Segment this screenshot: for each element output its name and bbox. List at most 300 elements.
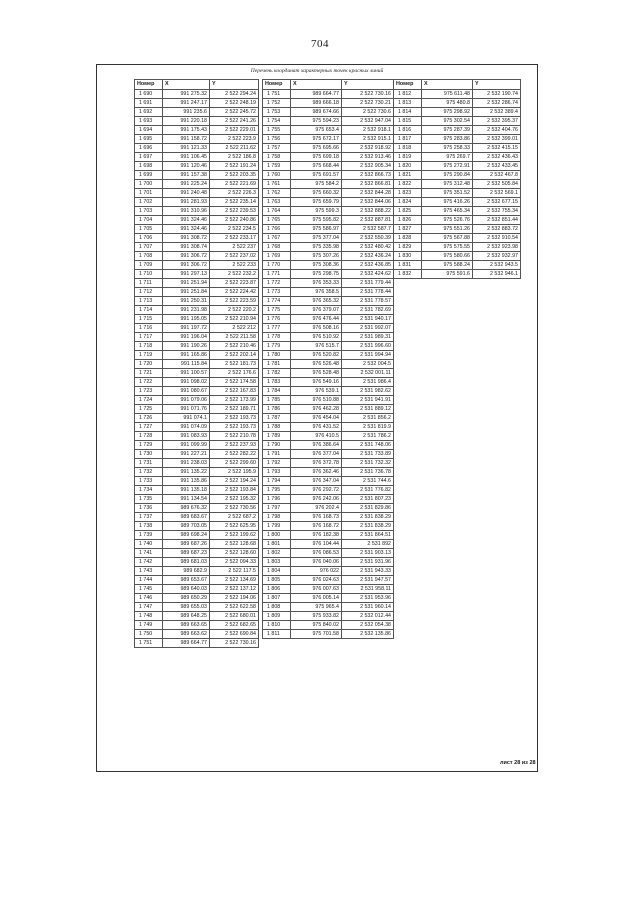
y-coordinate: 2 522 134.69 <box>210 575 259 584</box>
y-coordinate: 2 532 913.46 <box>342 152 394 161</box>
point-number: 1 816 <box>394 125 422 134</box>
point-number: 1 753 <box>263 107 291 116</box>
point-number: 1 701 <box>135 188 163 197</box>
y-coordinate: 2 531 807.23 <box>342 494 394 503</box>
y-coordinate: 2 531 903.13 <box>342 548 394 557</box>
table-row <box>394 215 521 224</box>
table-row <box>263 116 394 125</box>
point-number: 1 723 <box>135 386 163 395</box>
table-row <box>394 269 521 278</box>
table-row <box>394 125 521 134</box>
y-coordinate: 2 522 245.72 <box>210 107 259 116</box>
table-row <box>135 620 259 629</box>
y-coordinate: 2 532 923.98 <box>473 242 521 251</box>
y-coordinate: 2 522 730.16 <box>342 89 394 98</box>
x-coordinate: 975 298.92 <box>422 107 473 116</box>
table-row <box>263 179 394 188</box>
x-coordinate: 976 104.44 <box>291 539 342 548</box>
x-coordinate: 976 528.48 <box>291 368 342 377</box>
x-coordinate: 991 227.21 <box>163 449 210 458</box>
table-row <box>135 206 259 215</box>
point-number: 1 792 <box>263 458 291 467</box>
table-row <box>135 89 259 98</box>
x-coordinate: 989 682.9 <box>163 566 210 575</box>
point-number: 1 718 <box>135 341 163 350</box>
x-coordinate: 991 197.72 <box>163 323 210 332</box>
y-coordinate: 2 531 931.96 <box>342 557 394 566</box>
point-number: 1 829 <box>394 242 422 251</box>
table-row <box>263 431 394 440</box>
x-coordinate: 991 106.45 <box>163 152 210 161</box>
x-coordinate: 991 195.05 <box>163 314 210 323</box>
point-number: 1 692 <box>135 107 163 116</box>
y-coordinate: 2 522 730.16 <box>210 638 259 647</box>
x-coordinate: 976 476.44 <box>291 314 342 323</box>
x-coordinate: 975 699.18 <box>291 152 342 161</box>
point-number: 1 750 <box>135 629 163 638</box>
x-coordinate: 991 135.22 <box>163 467 210 476</box>
x-coordinate: 975 416.26 <box>422 197 473 206</box>
x-coordinate: 991 240.48 <box>163 188 210 197</box>
y-coordinate: 2 522 294.24 <box>210 89 259 98</box>
x-coordinate: 991 134.54 <box>163 494 210 503</box>
x-coordinate: 991 079.06 <box>163 395 210 404</box>
x-coordinate: 976 462.28 <box>291 404 342 413</box>
y-coordinate: 2 532 395.37 <box>473 116 521 125</box>
x-coordinate: 976 549.16 <box>291 377 342 386</box>
x-coordinate: 976 362.46 <box>291 467 342 476</box>
point-number: 1 722 <box>135 377 163 386</box>
table-row <box>135 287 259 296</box>
y-coordinate: 2 522 203.35 <box>210 170 259 179</box>
y-coordinate: 2 522 173.99 <box>210 395 259 404</box>
y-coordinate: 2 532 851.44 <box>473 215 521 224</box>
table-row <box>263 233 394 242</box>
point-number: 1 732 <box>135 467 163 476</box>
point-number: 1 736 <box>135 503 163 512</box>
table-row <box>135 296 259 305</box>
x-coordinate: 991 135.18 <box>163 485 210 494</box>
x-coordinate: 989 687.26 <box>163 539 210 548</box>
y-coordinate: 2 532 844.28 <box>342 188 394 197</box>
table-row <box>135 602 259 611</box>
x-coordinate: 975 480.8 <box>422 98 473 107</box>
point-number: 1 728 <box>135 431 163 440</box>
point-number: 1 773 <box>263 287 291 296</box>
table-row <box>135 386 259 395</box>
table-row <box>394 161 521 170</box>
table-row <box>135 359 259 368</box>
y-coordinate: 2 522 233 <box>210 260 259 269</box>
point-number: 1 741 <box>135 548 163 557</box>
point-number: 1 695 <box>135 134 163 143</box>
x-coordinate: 991 235.6 <box>163 107 210 116</box>
y-coordinate: 2 532 918.92 <box>342 143 394 152</box>
table-column-1 <box>134 79 259 648</box>
table-row <box>135 269 259 278</box>
table-row <box>135 161 259 170</box>
point-number: 1 823 <box>394 188 422 197</box>
table-row <box>135 305 259 314</box>
y-coordinate: 2 532 677.15 <box>473 197 521 206</box>
point-number: 1 786 <box>263 404 291 413</box>
x-coordinate: 976 353.33 <box>291 278 342 287</box>
x-coordinate: 991 308.72 <box>163 233 210 242</box>
table-row <box>263 197 394 206</box>
point-number: 1 765 <box>263 215 291 224</box>
x-coordinate: 989 698.24 <box>163 530 210 539</box>
point-number: 1 806 <box>263 584 291 593</box>
point-number: 1 761 <box>263 179 291 188</box>
point-number: 1 758 <box>263 152 291 161</box>
x-coordinate: 989 683.67 <box>163 512 210 521</box>
x-coordinate: 975 551.26 <box>422 224 473 233</box>
table-row <box>394 242 521 251</box>
y-coordinate: 2 532 943.5 <box>473 260 521 269</box>
table-row <box>263 395 394 404</box>
x-coordinate: 975 660.32 <box>291 188 342 197</box>
y-coordinate: 2 522 174.58 <box>210 377 259 386</box>
x-coordinate: 976 168.72 <box>291 521 342 530</box>
x-coordinate: 975 312.48 <box>422 179 473 188</box>
table-row <box>263 287 394 296</box>
y-coordinate: 2 532 755.34 <box>473 206 521 215</box>
point-number: 1 782 <box>263 368 291 377</box>
x-coordinate: 991 158.72 <box>163 134 210 143</box>
y-coordinate: 2 532 844.06 <box>342 197 394 206</box>
y-coordinate: 2 532 918.1 <box>342 125 394 134</box>
table-row <box>135 521 259 530</box>
x-coordinate: 975 567.88 <box>422 233 473 242</box>
table-row <box>394 179 521 188</box>
table-row <box>263 593 394 602</box>
point-number: 1 698 <box>135 161 163 170</box>
table-row <box>135 170 259 179</box>
table-row <box>135 242 259 251</box>
x-coordinate: 975 586.97 <box>291 224 342 233</box>
y-coordinate: 2 522 195.32 <box>210 494 259 503</box>
table-row <box>135 98 259 107</box>
y-coordinate: 2 522 202.14 <box>210 350 259 359</box>
x-coordinate: 991 196.04 <box>163 332 210 341</box>
point-number: 1 827 <box>394 224 422 233</box>
y-coordinate: 2 522 223.59 <box>210 296 259 305</box>
point-number: 1 796 <box>263 494 291 503</box>
y-coordinate: 2 522 730.6 <box>342 107 394 116</box>
point-number: 1 751 <box>135 638 163 647</box>
point-number: 1 696 <box>135 143 163 152</box>
table-row <box>263 305 394 314</box>
x-coordinate: 975 351.52 <box>422 188 473 197</box>
point-number: 1 721 <box>135 368 163 377</box>
table-row <box>263 620 394 629</box>
table-row <box>135 584 259 593</box>
point-number: 1 711 <box>135 278 163 287</box>
table-row <box>263 188 394 197</box>
y-coordinate: 2 531 782.69 <box>342 305 394 314</box>
point-number: 1 744 <box>135 575 163 584</box>
point-number: 1 707 <box>135 242 163 251</box>
y-coordinate: 2 532 436.85 <box>342 260 394 269</box>
table-row <box>135 530 259 539</box>
x-coordinate: 976 040.06 <box>291 557 342 566</box>
table-row <box>263 368 394 377</box>
y-coordinate: 2 522 210.78 <box>210 431 259 440</box>
y-coordinate: 2 532 587.7 <box>342 224 394 233</box>
y-coordinate: 2 532 001.11 <box>342 368 394 377</box>
y-coordinate: 2 532 883.72 <box>473 224 521 233</box>
point-number: 1 781 <box>263 359 291 368</box>
table-row <box>135 548 259 557</box>
x-coordinate: 991 247.17 <box>163 98 210 107</box>
table-row <box>135 224 259 233</box>
point-number: 1 737 <box>135 512 163 521</box>
x-coordinate: 989 664.77 <box>291 89 342 98</box>
table-row <box>135 260 259 269</box>
y-coordinate: 2 532 467.8 <box>473 170 521 179</box>
x-coordinate: 991 275.32 <box>163 89 210 98</box>
y-coordinate: 2 531 889.12 <box>342 404 394 413</box>
x-coordinate: 991 121.33 <box>163 143 210 152</box>
y-coordinate: 2 522 239.53 <box>210 206 259 215</box>
y-coordinate: 2 531 778.57 <box>342 296 394 305</box>
y-coordinate: 2 532 888.22 <box>342 206 394 215</box>
table-row <box>135 557 259 566</box>
header-number: Номер <box>135 80 163 90</box>
y-coordinate: 2 532 480.42 <box>342 242 394 251</box>
x-coordinate: 975 840.02 <box>291 620 342 629</box>
point-number: 1 714 <box>135 305 163 314</box>
table-row <box>394 152 521 161</box>
y-coordinate: 2 532 866.73 <box>342 170 394 179</box>
table-row <box>263 539 394 548</box>
y-coordinate: 2 532 286.74 <box>473 98 521 107</box>
table-row <box>394 251 521 260</box>
x-coordinate: 975 526.76 <box>422 215 473 224</box>
table-row <box>394 107 521 116</box>
y-coordinate: 2 522 210.46 <box>210 341 259 350</box>
point-number: 1 795 <box>263 485 291 494</box>
x-coordinate: 975 594.23 <box>291 116 342 125</box>
y-coordinate: 2 522 181.73 <box>210 359 259 368</box>
point-number: 1 789 <box>263 431 291 440</box>
point-number: 1 805 <box>263 575 291 584</box>
y-coordinate: 2 531 779.44 <box>342 278 394 287</box>
table-row <box>135 377 259 386</box>
table-row <box>135 440 259 449</box>
table-column-3 <box>393 79 521 279</box>
x-coordinate: 989 674.66 <box>291 107 342 116</box>
table-row <box>135 323 259 332</box>
header-number: Номер <box>394 80 422 90</box>
x-coordinate: 991 231.98 <box>163 305 210 314</box>
point-number: 1 803 <box>263 557 291 566</box>
y-coordinate: 2 522 237 <box>210 242 259 251</box>
point-number: 1 762 <box>263 188 291 197</box>
y-coordinate: 2 522 191.24 <box>210 161 259 170</box>
y-coordinate: 2 532 389.4 <box>473 107 521 116</box>
x-coordinate: 976 086.53 <box>291 548 342 557</box>
table-row <box>263 602 394 611</box>
y-coordinate: 2 532 887.81 <box>342 215 394 224</box>
point-number: 1 774 <box>263 296 291 305</box>
table-row <box>263 377 394 386</box>
point-number: 1 830 <box>394 251 422 260</box>
point-number: 1 808 <box>263 602 291 611</box>
point-number: 1 790 <box>263 440 291 449</box>
table-row <box>394 89 521 98</box>
table-row <box>135 494 259 503</box>
x-coordinate: 991 238.03 <box>163 458 210 467</box>
table-row <box>263 278 394 287</box>
x-coordinate: 991 297.13 <box>163 269 210 278</box>
table-row <box>263 530 394 539</box>
point-number: 1 763 <box>263 197 291 206</box>
table-row <box>263 251 394 260</box>
x-coordinate: 976 024.63 <box>291 575 342 584</box>
table-row <box>135 107 259 116</box>
point-number: 1 799 <box>263 521 291 530</box>
point-number: 1 811 <box>263 629 291 638</box>
point-number: 1 824 <box>394 197 422 206</box>
y-coordinate: 2 532 910.54 <box>473 233 521 242</box>
table-row <box>263 467 394 476</box>
table-row <box>135 116 259 125</box>
table-row <box>135 476 259 485</box>
point-number: 1 770 <box>263 260 291 269</box>
y-coordinate: 2 522 128.68 <box>210 539 259 548</box>
y-coordinate: 2 522 680.01 <box>210 611 259 620</box>
point-number: 1 733 <box>135 476 163 485</box>
table-row <box>263 566 394 575</box>
x-coordinate: 976 454.04 <box>291 413 342 422</box>
y-coordinate: 2 522 211.62 <box>210 143 259 152</box>
point-number: 1 693 <box>135 116 163 125</box>
point-number: 1 810 <box>263 620 291 629</box>
y-coordinate: 2 531 960.14 <box>342 602 394 611</box>
y-coordinate: 2 531 778.44 <box>342 287 394 296</box>
table-row <box>263 557 394 566</box>
x-coordinate: 975 465.34 <box>422 206 473 215</box>
y-coordinate: 2 531 838.29 <box>342 512 394 521</box>
table-row <box>135 485 259 494</box>
point-number: 1 826 <box>394 215 422 224</box>
table-row <box>135 422 259 431</box>
header-y: Y <box>342 80 394 90</box>
x-coordinate: 991 120.46 <box>163 161 210 170</box>
x-coordinate: 991 135.86 <box>163 476 210 485</box>
y-coordinate: 2 522 128.60 <box>210 548 259 557</box>
y-coordinate: 2 522 241.26 <box>210 116 259 125</box>
table-row <box>263 161 394 170</box>
coordinates-table <box>134 79 259 648</box>
y-coordinate: 2 522 223.9 <box>210 134 259 143</box>
y-coordinate: 2 522 212 <box>210 323 259 332</box>
point-number: 1 739 <box>135 530 163 539</box>
point-number: 1 755 <box>263 125 291 134</box>
y-coordinate: 2 531 986.4 <box>342 377 394 386</box>
x-coordinate: 975 269.7 <box>422 152 473 161</box>
point-number: 1 818 <box>394 143 422 152</box>
table-row <box>263 629 394 638</box>
x-coordinate: 991 175.43 <box>163 125 210 134</box>
x-coordinate: 989 653.67 <box>163 575 210 584</box>
table-row <box>263 413 394 422</box>
point-number: 1 771 <box>263 269 291 278</box>
point-number: 1 815 <box>394 116 422 125</box>
y-coordinate: 2 531 947.57 <box>342 575 394 584</box>
table-row <box>135 431 259 440</box>
y-coordinate: 2 522 211.58 <box>210 332 259 341</box>
x-coordinate: 989 648.25 <box>163 611 210 620</box>
y-coordinate: 2 532 399.01 <box>473 134 521 143</box>
y-coordinate: 2 522 625.95 <box>210 521 259 530</box>
y-coordinate: 2 531 994.94 <box>342 350 394 359</box>
table-row <box>263 215 394 224</box>
x-coordinate: 976 379.07 <box>291 305 342 314</box>
y-coordinate: 2 531 732.32 <box>342 458 394 467</box>
table-row <box>263 206 394 215</box>
y-coordinate: 2 522 189.71 <box>210 404 259 413</box>
point-number: 1 785 <box>263 395 291 404</box>
y-coordinate: 2 522 224.42 <box>210 287 259 296</box>
point-number: 1 754 <box>263 116 291 125</box>
point-number: 1 745 <box>135 584 163 593</box>
y-coordinate: 2 531 989.31 <box>342 332 394 341</box>
table-row <box>135 197 259 206</box>
y-coordinate: 2 532 424.62 <box>342 269 394 278</box>
point-number: 1 715 <box>135 314 163 323</box>
x-coordinate: 975 258.33 <box>422 143 473 152</box>
point-number: 1 822 <box>394 179 422 188</box>
table-row <box>263 350 394 359</box>
table-row <box>135 332 259 341</box>
x-coordinate: 975 575.55 <box>422 242 473 251</box>
header-x: X <box>422 80 473 90</box>
point-number: 1 794 <box>263 476 291 485</box>
point-number: 1 706 <box>135 233 163 242</box>
x-coordinate: 976 410.5 <box>291 431 342 440</box>
point-number: 1 703 <box>135 206 163 215</box>
x-coordinate: 976 365.32 <box>291 296 342 305</box>
point-number: 1 710 <box>135 269 163 278</box>
y-coordinate: 2 531 992.07 <box>342 323 394 332</box>
point-number: 1 821 <box>394 170 422 179</box>
y-coordinate: 2 532 946.1 <box>473 269 521 278</box>
table-row <box>263 260 394 269</box>
x-coordinate: 975 290.84 <box>422 170 473 179</box>
x-coordinate: 989 663.62 <box>163 629 210 638</box>
point-number: 1 780 <box>263 350 291 359</box>
y-coordinate: 2 532 915.1 <box>342 134 394 143</box>
y-coordinate: 2 531 733.89 <box>342 449 394 458</box>
y-coordinate: 2 532 004.5 <box>342 359 394 368</box>
y-coordinate: 2 531 786.2 <box>342 431 394 440</box>
x-coordinate: 975 287.39 <box>422 125 473 134</box>
coordinates-table <box>393 79 521 279</box>
x-coordinate: 975 933.82 <box>291 611 342 620</box>
table-row <box>263 296 394 305</box>
point-number: 1 814 <box>394 107 422 116</box>
point-number: 1 787 <box>263 413 291 422</box>
point-number: 1 772 <box>263 278 291 287</box>
y-coordinate: 2 531 838.29 <box>342 521 394 530</box>
point-number: 1 801 <box>263 539 291 548</box>
x-coordinate: 989 703.05 <box>163 521 210 530</box>
x-coordinate: 975 588.24 <box>422 260 473 269</box>
point-number: 1 777 <box>263 323 291 332</box>
table-row <box>263 611 394 620</box>
